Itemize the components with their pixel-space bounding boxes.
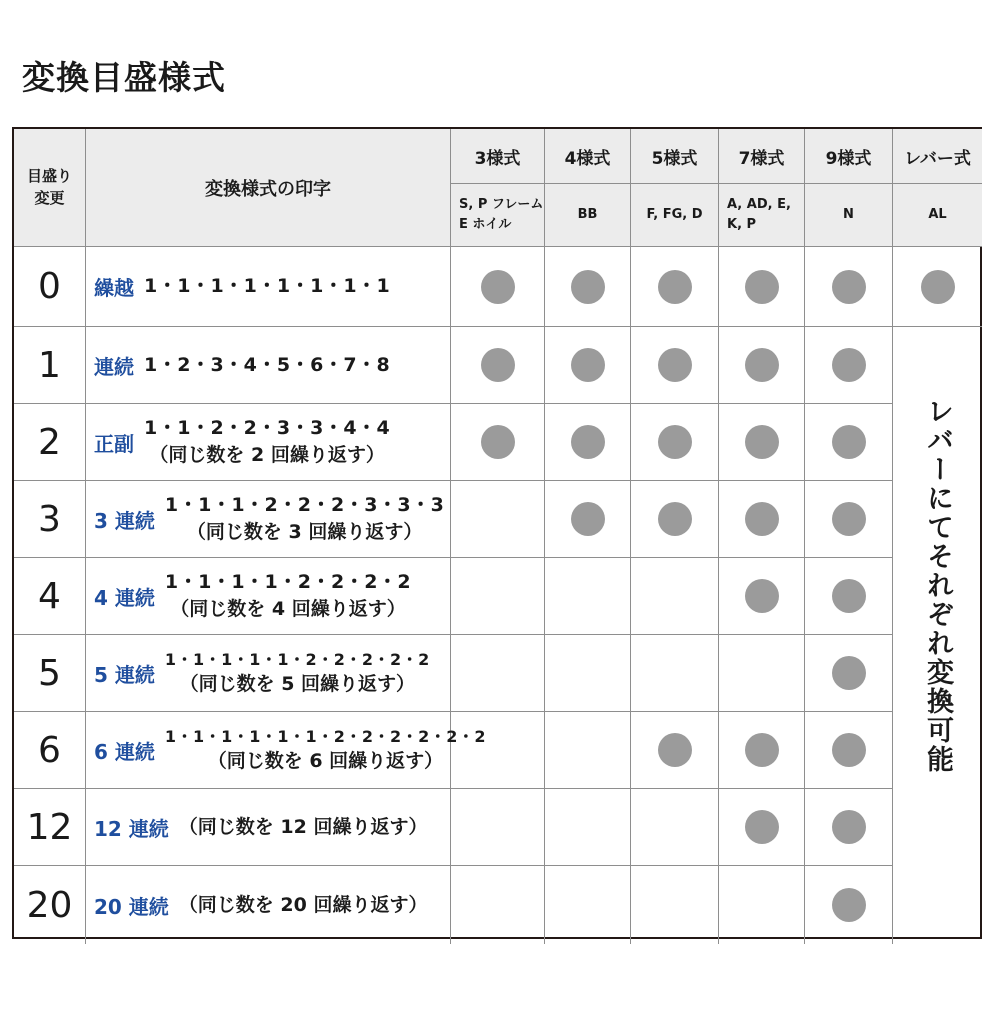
support-cell [631,327,719,404]
print-lines [165,649,430,698]
scale-value: 1 [14,327,86,404]
support-cell [545,247,631,327]
support-cell [719,247,805,327]
page-title: 変換目盛様式 [22,58,226,97]
support-cell [631,558,719,635]
support-cell [545,558,631,635]
supported-dot-icon [571,502,605,536]
print-style-description [86,327,451,404]
scale-value: 12 [14,789,86,866]
conversion-style-table [12,127,982,939]
repeat-note: （同じ数を 2 回繰り返す） [149,444,385,466]
supported-dot-icon [832,425,866,459]
supported-dot-icon [571,348,605,382]
print-lines [165,569,411,622]
print-sequence: 1・1・2・2・3・3・4・4 [144,417,391,440]
support-cell [805,404,893,481]
supported-dot-icon [658,502,692,536]
scale-value: 3 [14,481,86,558]
support-cell [451,558,545,635]
style-label: 6 連続 [94,739,155,764]
support-cell [631,712,719,789]
print-sequence: 1・1・1・1・1・1・2・2・2・2・2・2 [164,726,486,746]
support-cell [805,866,893,944]
support-cell [631,635,719,712]
repeat-note: （同じ数を 12 回繰り返す） [178,815,428,838]
style-label: 4 連続 [94,585,155,610]
repeat-note: （同じ数を 3 回繰り返す） [186,521,423,543]
supported-dot-icon [745,733,779,767]
print-sequence: 1・1・1・1・1・2・2・2・2・2 [164,649,430,669]
header-scale-change [14,129,86,247]
scale-value: 20 [14,866,86,944]
header-scale-change-label: 目盛り 変更 [26,166,72,207]
supported-dot-icon [745,579,779,613]
support-cell [451,635,545,712]
repeat-note: （同じ数を 5 回繰り返す） [179,672,416,695]
repeat-note: （同じ数を 20 回繰り返す） [178,893,428,916]
supported-dot-icon [832,270,866,304]
style-label: 繰越 [94,276,134,300]
print-sequence: 1・1・1・2・2・2・3・3・3 [164,494,445,517]
print-lines [165,492,444,545]
support-cell [805,789,893,866]
supported-dot-icon [571,270,605,304]
lever-note-cell [893,327,982,1014]
support-cell [545,404,631,481]
repeat-note: （同じ数を 4 回繰り返す） [170,598,406,620]
supported-dot-icon [832,502,866,536]
print-style-description [86,635,451,712]
header-col-style-3: 3様式 [451,129,545,184]
style-label: 連続 [94,354,134,379]
support-cell [719,481,805,558]
header-print-style: 変換様式の印字 [86,129,451,247]
style-label: 5 連続 [94,662,155,687]
support-cell [451,404,545,481]
supported-dot-icon [481,348,515,382]
header-col-style-4: 4様式 [545,129,631,184]
supported-dot-icon [832,888,866,922]
print-sequence: 1・1・1・1・1・1・1・1 [144,275,391,298]
lever-note: レバーにてそれぞれ変換可能 [922,397,953,774]
support-cell [631,866,719,944]
support-cell [719,866,805,944]
supported-dot-icon [481,270,515,304]
header-col-style-9: 9様式 [805,129,893,184]
header-col-style-5: 5様式 [631,129,719,184]
support-cell [451,866,545,944]
style-label: 20 連続 [94,894,169,919]
supported-dot-icon [832,810,866,844]
print-lines [179,814,428,841]
support-cell [893,247,982,327]
support-cell [805,481,893,558]
header-models-style-9: N [805,184,893,247]
header-models-lever: AL [893,184,982,247]
support-cell [545,327,631,404]
print-style-description [86,481,451,558]
support-cell [451,327,545,404]
support-cell [451,247,545,327]
supported-dot-icon [832,733,866,767]
style-label: 3 連続 [94,508,155,533]
scale-value: 5 [14,635,86,712]
print-style-description [86,558,451,635]
header-models-style-3 [451,184,545,247]
print-style-description [86,866,451,944]
support-cell [631,481,719,558]
support-cell [545,712,631,789]
header-models-style-7 [719,184,805,247]
print-lines [144,273,390,300]
print-lines [179,892,428,919]
print-sequence: 1・1・1・1・2・2・2・2 [164,571,412,594]
supported-dot-icon [658,733,692,767]
supported-dot-icon [745,810,779,844]
supported-dot-icon [745,348,779,382]
support-cell [719,327,805,404]
support-cell [545,635,631,712]
print-lines [144,415,390,468]
print-style-description [86,712,486,789]
supported-dot-icon [921,270,955,304]
supported-dot-icon [745,502,779,536]
print-style-description [86,404,451,481]
header-models-style-5: F, FG, D [631,184,719,247]
models-text: S, P フレーム E ホイル [459,196,544,232]
supported-dot-icon [658,425,692,459]
style-label: 正副 [94,431,134,456]
support-cell [719,558,805,635]
supported-dot-icon [658,348,692,382]
supported-dot-icon [745,270,779,304]
support-cell [545,789,631,866]
supported-dot-icon [481,425,515,459]
support-cell [719,789,805,866]
support-cell [631,404,719,481]
support-cell [451,789,545,866]
support-cell [545,866,631,944]
support-cell [805,558,893,635]
models-text: A, AD, E, K, P [727,196,791,232]
header-col-lever: レバー式 [893,129,982,184]
supported-dot-icon [832,579,866,613]
support-cell [805,327,893,404]
support-cell [805,712,893,789]
scale-value: 0 [14,247,86,327]
support-cell [805,635,893,712]
header-col-style-7: 7様式 [719,129,805,184]
support-cell [631,247,719,327]
supported-dot-icon [745,425,779,459]
header-models-style-4: BB [545,184,631,247]
support-cell [451,481,545,558]
repeat-note: （同じ数を 6 回繰り返す） [207,749,444,772]
print-style-description [86,789,451,866]
support-cell [631,789,719,866]
support-cell [545,481,631,558]
supported-dot-icon [832,348,866,382]
support-cell [719,404,805,481]
support-cell [451,712,545,789]
support-cell [805,247,893,327]
supported-dot-icon [571,425,605,459]
style-label: 12 連続 [94,816,169,841]
print-sequence: 1・2・3・4・5・6・7・8 [144,353,391,376]
supported-dot-icon [832,656,866,690]
support-cell [719,635,805,712]
support-cell [719,712,805,789]
scale-value: 6 [14,712,86,789]
scale-value: 2 [14,404,86,481]
print-lines [144,352,390,379]
supported-dot-icon [658,270,692,304]
scale-value: 4 [14,558,86,635]
print-style-description [86,247,451,327]
print-lines [165,726,486,775]
